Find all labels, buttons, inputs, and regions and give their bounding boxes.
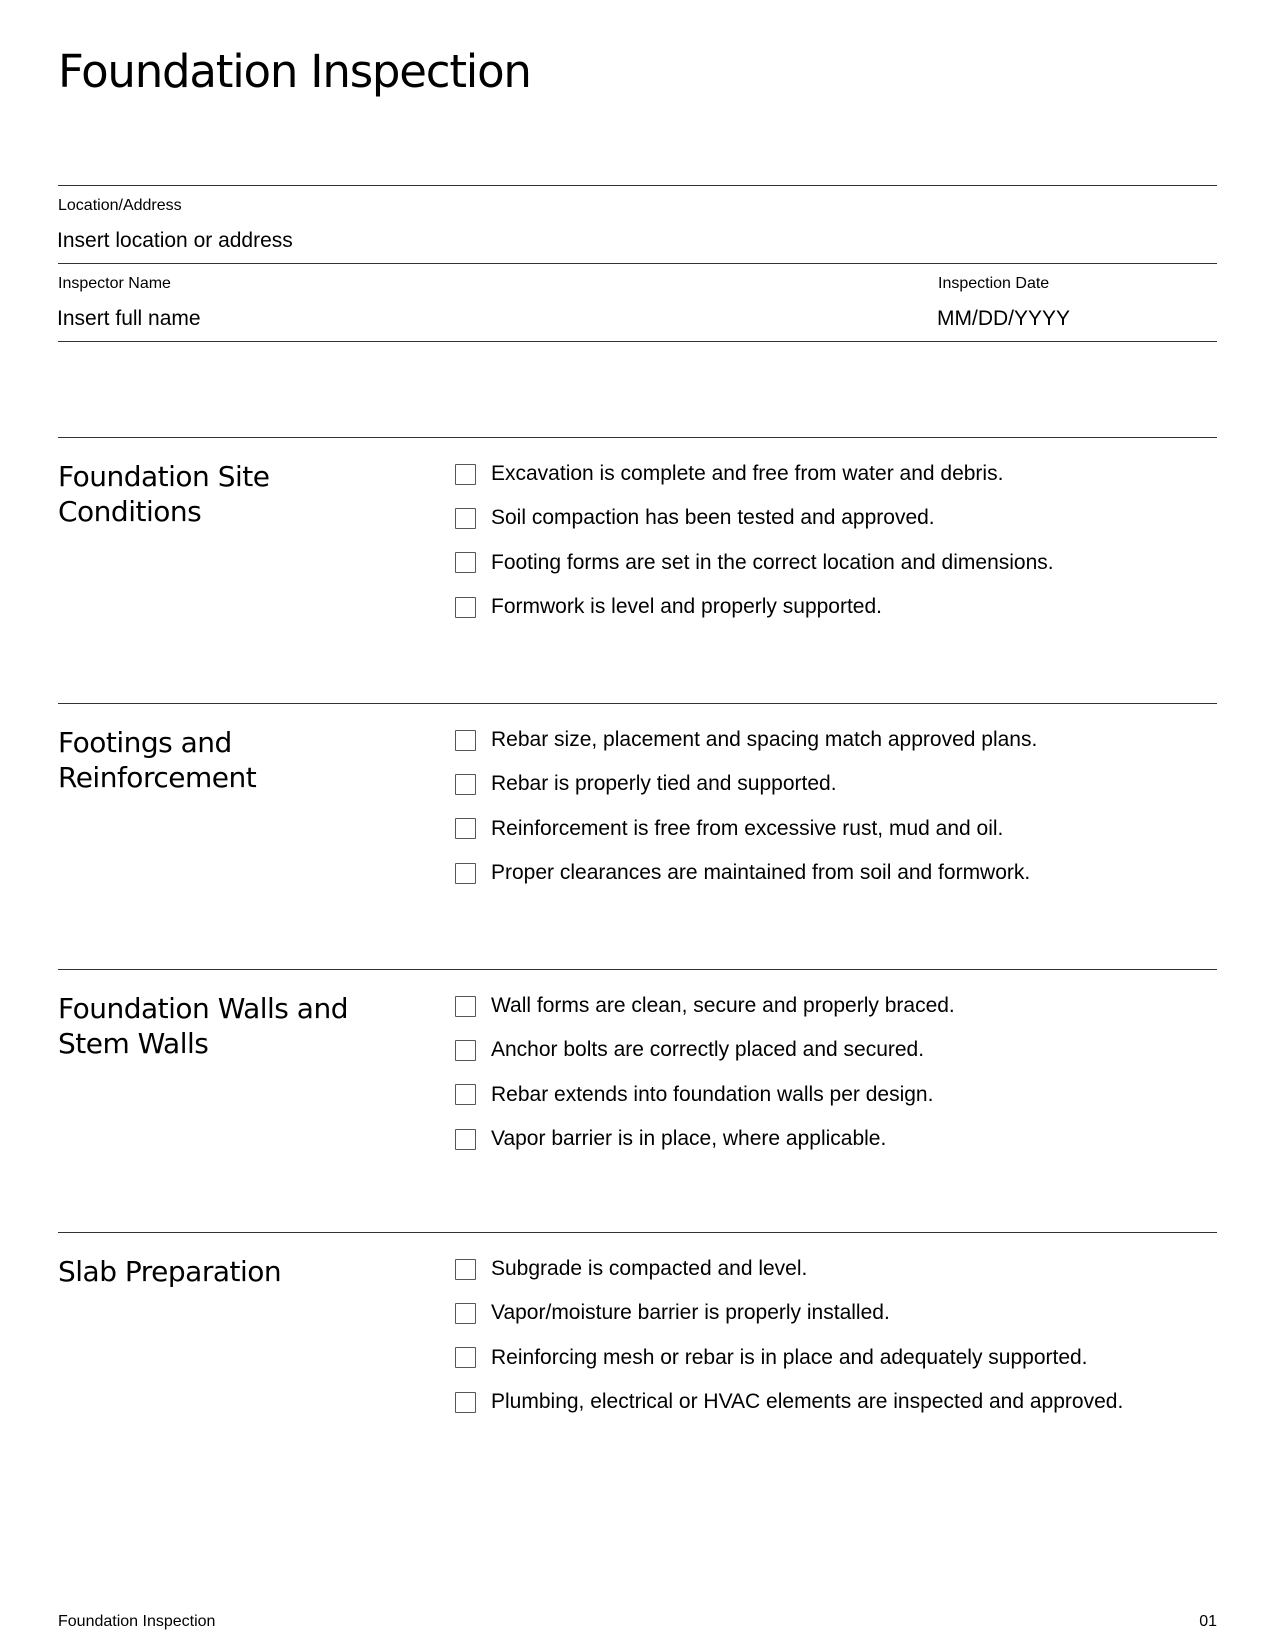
checklist-item — [455, 1073, 955, 1117]
checklist-item — [455, 1336, 1123, 1380]
checklist-item — [455, 452, 1054, 496]
checklist-item-label: Reinforcing mesh or rebar is in place and adequately supported. — [491, 1345, 1088, 1369]
checklist-item-label: Excavation is complete and free from water and debris. — [491, 462, 1004, 486]
divider — [58, 263, 1217, 264]
section-title-footings: Footings and Reinforcement — [58, 726, 257, 794]
checklist-item-label: Rebar is properly tied and supported. — [491, 772, 837, 796]
checkbox[interactable] — [455, 1129, 476, 1150]
checkbox[interactable] — [455, 1084, 476, 1105]
checkbox[interactable] — [455, 1303, 476, 1324]
checklist-item — [455, 1380, 1123, 1424]
checklist-site-conditions — [455, 452, 1054, 629]
checklist-item — [455, 807, 1037, 851]
checklist-item — [455, 1247, 1123, 1291]
checklist-item-label: Subgrade is compacted and level. — [491, 1257, 808, 1281]
checklist-item — [455, 585, 1054, 629]
checkbox[interactable] — [455, 818, 476, 839]
location-input[interactable] — [56, 226, 1207, 256]
checklist-item — [455, 984, 955, 1028]
checklist-item-label: Soil compaction has been tested and approved. — [491, 506, 935, 530]
checkbox[interactable] — [455, 464, 476, 485]
location-label: Location/Address — [58, 197, 182, 214]
section-divider — [58, 437, 1217, 438]
checklist-item-label: Reinforcement is free from excessive rust, mud and oil. — [491, 816, 1004, 840]
checkbox[interactable] — [455, 996, 476, 1017]
checklist-item-label: Vapor barrier is in place, where applicable. — [491, 1127, 887, 1151]
inspector-name-label: Inspector Name — [58, 275, 171, 292]
section-divider — [58, 1232, 1217, 1233]
checkbox[interactable] — [455, 1347, 476, 1368]
checkbox[interactable] — [455, 730, 476, 751]
checklist-item-label: Plumbing, electrical or HVAC elements are inspected and approved. — [491, 1390, 1124, 1414]
checkbox[interactable] — [455, 774, 476, 795]
section-divider — [58, 703, 1217, 704]
checklist-footings — [455, 718, 1037, 895]
page-number: 01 — [1199, 1613, 1217, 1630]
checklist-item-label: Rebar size, placement and spacing match approved plans. — [491, 728, 1038, 752]
checkbox[interactable] — [455, 863, 476, 884]
divider — [58, 341, 1217, 342]
checklist-item — [455, 541, 1054, 585]
checklist-item-label: Rebar extends into foundation walls per design. — [491, 1082, 934, 1106]
section-title-site-conditions: Foundation Site Conditions — [58, 460, 270, 528]
inspection-date-input[interactable] — [936, 304, 1207, 334]
checklist-item — [455, 718, 1037, 762]
footer-title: Foundation Inspection — [58, 1613, 216, 1630]
checkbox[interactable] — [455, 552, 476, 573]
checklist-item-label: Proper clearances are maintained from soil and formwork. — [491, 861, 1031, 885]
checklist-item-label: Wall forms are clean, secure and properly braced. — [491, 994, 955, 1018]
checklist-item — [455, 1291, 1123, 1335]
checklist-item-label: Anchor bolts are correctly placed and secured. — [491, 1038, 925, 1062]
checkbox[interactable] — [455, 1040, 476, 1061]
checklist-walls — [455, 984, 955, 1161]
checkbox[interactable] — [455, 1392, 476, 1413]
checkbox[interactable] — [455, 1259, 476, 1280]
checklist-item — [455, 1117, 955, 1161]
checklist-slab-preparation — [455, 1247, 1123, 1424]
checklist-item — [455, 762, 1037, 806]
checklist-item — [455, 496, 1054, 540]
checklist-item — [455, 1028, 955, 1072]
checkbox[interactable] — [455, 597, 476, 618]
section-title-slab-preparation: Slab Preparation — [58, 1255, 282, 1288]
checklist-item-label: Footing forms are set in the correct location and dimensions. — [491, 550, 1054, 574]
page-title: Foundation Inspection — [58, 45, 531, 98]
inspector-name-input[interactable] — [56, 304, 877, 334]
checklist-item-label: Vapor/moisture barrier is properly installed. — [491, 1301, 890, 1325]
checklist-item-label: Formwork is level and properly supported. — [491, 595, 883, 619]
checkbox[interactable] — [455, 508, 476, 529]
checklist-item — [455, 851, 1037, 895]
inspection-date-label: Inspection Date — [938, 275, 1050, 292]
divider — [58, 185, 1217, 186]
section-divider — [58, 969, 1217, 970]
section-title-walls: Foundation Walls and Stem Walls — [58, 992, 348, 1060]
